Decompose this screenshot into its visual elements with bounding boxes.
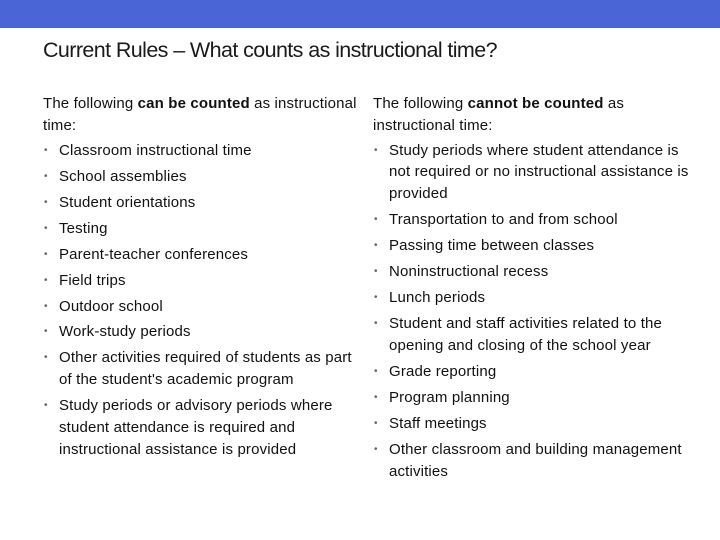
bullet-icon: • [44,352,48,364]
list-item [373,413,703,435]
cannot-count-column [373,93,703,487]
list-item [373,439,703,483]
list-item-text: Student orientations [59,193,196,211]
cannot-count-list [373,140,703,483]
bullet-icon: • [374,240,378,252]
bullet-icon: • [44,144,48,156]
list-item-text: Study periods or advisory periods where student attendance is required and instructional assistance is provided [59,397,333,458]
top-accent-bar [0,0,720,28]
can-count-intro: The following can be counted as instructional time: [43,95,357,134]
bullet-icon: • [44,248,48,260]
list-item [43,244,358,266]
list-item-text: Testing [59,219,108,237]
slide-title: Current Rules – What counts as instructional time? [43,38,497,62]
list-item-text: Study periods where student attendance is not required or no instructional assistance is provided [389,141,689,203]
bullet-icon: • [374,417,378,429]
list-item-text: Passing time between classes [389,237,595,255]
list-item-text: School assemblies [59,167,187,185]
bullet-icon: • [374,214,378,226]
list-item-text: Student and staff activities related to the opening and closing of the school year [389,315,663,354]
list-item-text: Program planning [389,388,510,406]
list-item-text: Lunch periods [389,289,486,307]
bullet-icon: • [44,274,48,286]
list-item [373,209,703,231]
bullet-icon: • [44,326,48,338]
list-item [373,361,703,383]
cannot-count-intro: The following cannot be counted as instructional time: [373,95,625,134]
bullet-icon: • [44,170,48,182]
bullet-icon: • [44,400,48,412]
list-item-text: Work-study periods [59,323,191,341]
list-item [43,166,358,188]
list-item [43,321,358,343]
list-item [373,235,703,257]
list-item-text: Classroom instructional time [59,141,252,159]
list-item-text: Staff meetings [389,414,487,432]
bullet-icon: • [374,443,378,455]
list-item-text: Transportation to and from school [389,211,618,229]
list-item [373,140,703,205]
list-item-text: Parent-teacher conferences [59,245,249,263]
bullet-icon: • [44,300,48,312]
list-item [43,270,358,292]
list-item [43,347,358,391]
list-item [43,140,358,162]
bullet-icon: • [374,391,378,403]
list-item [373,313,703,357]
list-item [43,218,358,240]
list-item-text: Other activities required of students as part of the student's academic program [59,349,352,389]
list-item [373,261,703,283]
list-item [43,192,358,214]
bullet-icon: • [374,318,378,330]
list-item [43,296,358,318]
can-count-column [43,93,358,465]
bullet-icon: • [44,196,48,208]
list-item-text: Grade reporting [389,362,497,380]
list-item-text: Other classroom and building management activities [389,440,682,480]
list-item [373,387,703,409]
can-count-list [43,140,358,461]
list-item-text: Field trips [59,271,126,289]
bullet-icon: • [374,365,378,377]
list-item-text: Outdoor school [59,297,163,315]
list-item [43,395,358,460]
bullet-icon: • [44,222,48,234]
list-item [373,287,703,309]
list-item-text: Noninstructional recess [389,263,549,281]
bullet-icon: • [374,144,378,156]
bullet-icon: • [374,292,378,304]
bullet-icon: • [374,266,378,278]
